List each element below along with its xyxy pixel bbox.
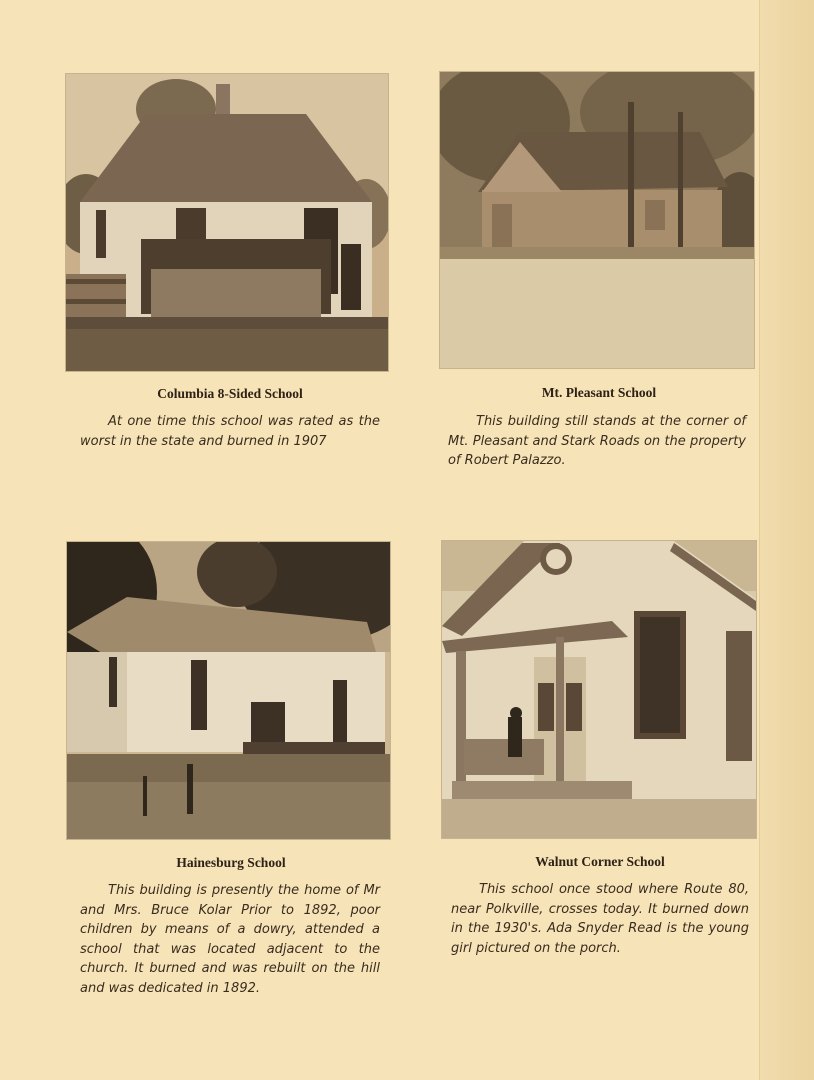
walnut-corner-school-description: This school once stood where Route 80, near Polkville, crosses today. It burned down in the 1930's. Ada Snyder Read is the young girl pictured on the porch. (451, 882, 749, 956)
columbia-school-title: Columbia 8-Sided School (157, 386, 303, 401)
mt-pleasant-school-photo (440, 72, 754, 368)
mt-pleasant-school-description: This building still stands at the corner of Mt. Pleasant and Stark Roads on the property of Robert Palazzo. (448, 414, 746, 468)
hainesburg-school-photo (67, 542, 390, 839)
mt-pleasant-school-title: Mt. Pleasant School (541, 385, 657, 400)
page-edge (759, 0, 814, 1080)
hainesburg-school-description: This building is presently the home of Mr and Mrs. Bruce Kolar Prior to 1892, poor children by means of a dowry, attended a school that was located adjacent to the church. It burned and was rebuilt on the hill and was dedicated in 1892. (80, 883, 380, 996)
hainesburg-school-title: Hainesburg School (176, 855, 286, 870)
columbia-school-photo (66, 74, 388, 371)
walnut-corner-school-photo (442, 541, 756, 838)
columbia-school-description: At one time this school was rated as the worst in the state and burned in 1907 (80, 414, 380, 449)
walnut-corner-school-title: Walnut Corner School (535, 854, 665, 869)
